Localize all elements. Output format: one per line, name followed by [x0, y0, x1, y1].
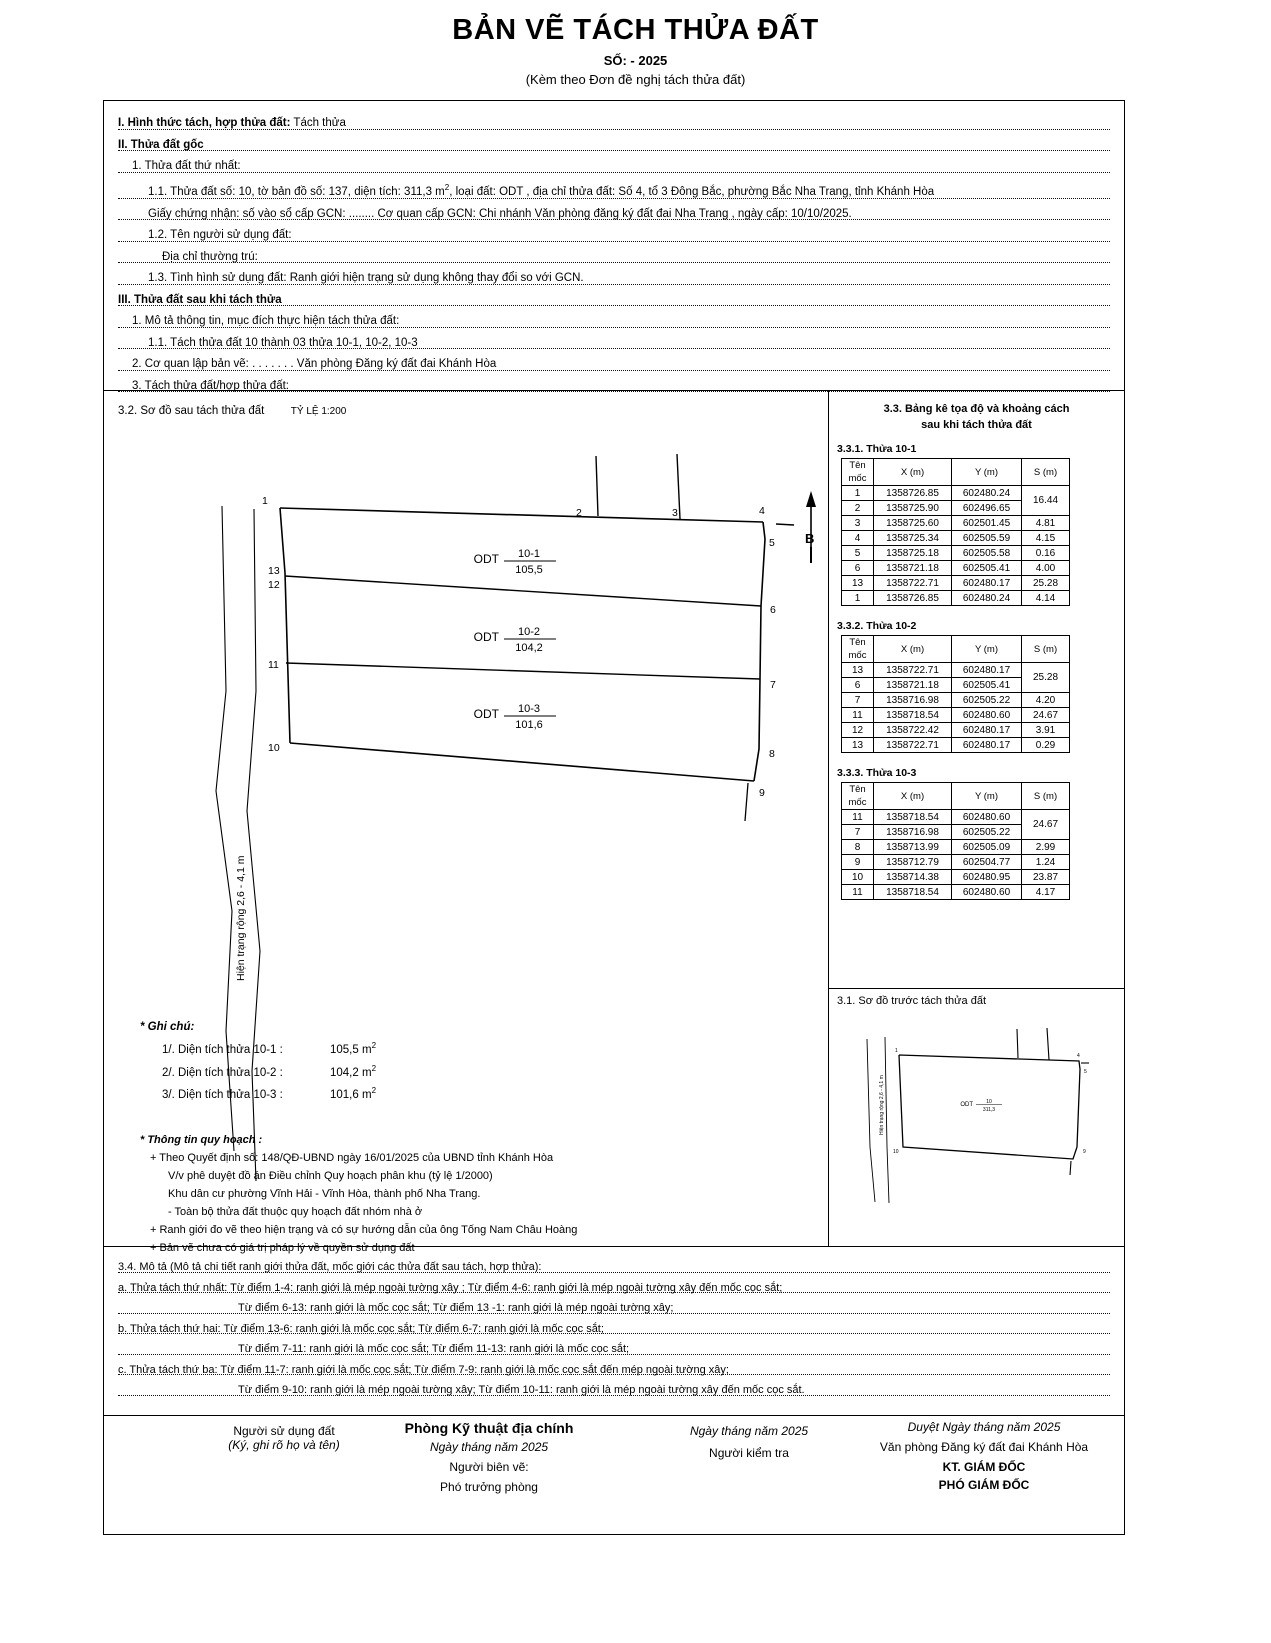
- svg-text:10: 10: [986, 1099, 992, 1105]
- table-header-row: Tên mốc X (m) Y (m) S (m): [842, 636, 1070, 663]
- table-row: 6 1358721.18 602505.41 4.00: [842, 561, 1070, 576]
- note-item: 1/. Diện tích thửa 10-1 : 105,5 $m^2$: [162, 1041, 377, 1056]
- svg-text:10-1: 10-1: [517, 548, 541, 560]
- coordinate-panel: [829, 391, 1124, 1246]
- section-3-item1: 1. Mô tả thông tin, mục đích thực hiện tách thửa đất:: [118, 311, 1110, 333]
- document-frame: [103, 100, 1125, 1535]
- coord-title-line2: sau khi tách thửa đất: [921, 419, 1032, 431]
- section-3-line: [118, 290, 1110, 312]
- planning-line: + Theo Quyết định số: 148/QĐ-UBND ngày 16/01/2025 của UBND tỉnh Khánh Hòa: [150, 1152, 554, 1164]
- section-3-item3: 3. Tách thửa đất/hợp thửa đất:: [118, 376, 1110, 398]
- section-34-line: Từ điểm 7-11: ranh giới là mốc cọc sắt; Từ điểm 11-13: ranh giới là mốc cọc sắt;: [118, 1339, 1110, 1360]
- section-1-line: [118, 113, 1110, 135]
- section-34-line: b. Thửa tách thứ hai: Từ điểm 13-6: ranh giới là mốc cọc sắt; Từ điểm 6-7: ranh giới là mốc cọc sắt;: [118, 1319, 1110, 1340]
- table-row: 13 1358722.71 602480.17 25.28: [842, 576, 1070, 591]
- table-row: 13 1358722.71 602480.17 0.29: [842, 738, 1070, 753]
- table-row: 8 1358713.99 602505.09 2.99: [842, 840, 1070, 855]
- section-2-item1: 1. Thửa đất thứ nhất:: [118, 156, 1110, 178]
- note-item: 3/. Diện tích thửa 10-3 : 101,6 $m^2$: [162, 1086, 377, 1102]
- drawing-title: 3.2. Sơ đồ sau tách thửa đất: [118, 405, 265, 417]
- coord-caption-10-2: 3.3.2. Thửa 10-2: [837, 620, 917, 632]
- svg-text:311,3: 311,3: [982, 1107, 996, 1113]
- svg-text:101,6: 101,6: [515, 719, 543, 731]
- table-row: 9 1358712.79 602504.77 1.24: [842, 855, 1070, 870]
- svg-text:10-3: 10-3: [517, 703, 541, 715]
- signature-col-inspector: Ngày tháng năm 2025 Người kiểm tra: [689, 1424, 809, 1460]
- svg-text:104,2: 104,2: [515, 642, 543, 654]
- section-2-item13: 1.3. Tình hình sử dụng đất: Ranh giới hiện trạng sử dụng không thay đổi so với GCN.: [118, 268, 1110, 290]
- svg-text:1: 1: [895, 1048, 898, 1054]
- section-parcel-info: [104, 101, 1124, 391]
- svg-text:9: 9: [1083, 1149, 1086, 1155]
- document-attachment-note: (Kèm theo Đơn đề nghị tách thửa đất): [525, 72, 746, 87]
- planning-title: * Thông tin quy hoạch :: [140, 1134, 263, 1146]
- note-item: 2/. Diện tích thửa 10-2 : 104,2 $m^2$: [162, 1063, 377, 1079]
- section-1-value: Tách thửa: [293, 117, 346, 129]
- table-row: 1 1358726.85 602480.24 4.14: [842, 591, 1070, 606]
- svg-text:ODT: ODT: [473, 630, 499, 644]
- section-34-description: [104, 1246, 1124, 1416]
- signature-block: [104, 1416, 1124, 1536]
- signature-col-landuser: Người sử dụng đất (Ký, ghi rõ họ và tên): [228, 1424, 340, 1452]
- section-2-label: II. Thửa đất gốc: [118, 138, 204, 151]
- section-2-item11: 1.1. Thửa đất số: 10, tờ bản đồ số: 137, diện tích: 311,3 $m^2$, loại đất: ODT , địa chỉ thửa đất: Số 4, tổ 3 Đông Bắc, phường Bắc Nha Trang, tỉnh Khánh Hòa: [118, 178, 1110, 204]
- section-3-item2: 2. Cơ quan lập bản vẽ: . . . . . . . Văn phòng Đăng ký đất đai Khánh Hòa: [118, 354, 1110, 376]
- planning-line: V/v phê duyệt đồ án Điều chỉnh Quy hoạch phân khu (tỷ lệ 1/2000): [168, 1170, 493, 1182]
- section-2-item12b: Địa chỉ thường trú:: [118, 247, 1110, 269]
- table-row: 12 1358722.42 602480.17 3.91: [842, 723, 1070, 738]
- point-label-6: 6: [770, 604, 776, 616]
- svg-text:10-2: 10-2: [517, 626, 541, 638]
- planning-line: + Ranh giới đo vẽ theo hiện trạng và có sự hướng dẫn của ông Tống Nam Châu Hoàng: [150, 1224, 578, 1236]
- table-row: 4 1358725.34 602505.59 4.15: [842, 531, 1070, 546]
- planning-line: + Bản vẽ chưa có giá trị pháp lý về quyền sử dụng đất: [150, 1242, 415, 1254]
- parcel-label-10-2: [474, 626, 556, 654]
- signature-col-approval: Duyệt Ngày tháng năm 2025 Văn phòng Đăng ký đất đai Khánh Hòa KT. GIÁM ĐỐC PHÓ GIÁM ĐỐC: [879, 1420, 1089, 1492]
- section-34-line: c. Thửa tách thứ ba: Từ điểm 11-7: ranh giới là mốc cọc sắt; Từ điểm 7-9: ranh giới là mốc cọc sắt đến mép ngoài tường xây;: [118, 1360, 1110, 1381]
- north-label: B: [805, 531, 815, 546]
- section-34-label-line: 3.4. Mô tả (Mô tả chi tiết ranh giới thửa đất, mốc giới các thửa đất sau tách, hợp thửa):: [118, 1257, 1110, 1278]
- section-34-line: Từ điểm 6-13: ranh giới là mốc cọc sắt; Từ điểm 13 -1: ranh giới là mép ngoài tường xây;: [118, 1298, 1110, 1319]
- table-row: 11 1358718.54 602480.60 4.17: [842, 885, 1070, 900]
- coord-table-10-3: [841, 782, 1070, 900]
- coord-table-10-1: [841, 458, 1070, 606]
- coord-caption-10-3: 3.3.3. Thửa 10-3: [837, 767, 917, 779]
- section-drawings: [104, 391, 1124, 1254]
- before-split-panel: [829, 988, 1124, 1246]
- page-title: BẢN VẼ TÁCH THỬA ĐẤT: [452, 14, 819, 46]
- point-label-12: 12: [268, 579, 280, 591]
- table-row: 13 1358722.71 602480.17 25.28: [842, 663, 1070, 678]
- table-row: 1 1358726.85 602480.24 16.44: [842, 486, 1070, 501]
- before-parcel-label: [960, 1099, 1002, 1113]
- point-label-13: 13: [268, 565, 280, 577]
- drawing-panel: [104, 391, 829, 1254]
- notes-block: [140, 1021, 376, 1101]
- section-3-label: III. Thửa đất sau khi tách thửa: [118, 293, 282, 306]
- before-split-title: 3.1. Sơ đồ trước tách thửa đất: [837, 995, 987, 1007]
- point-label-11: 11: [268, 659, 279, 671]
- section-1-label: I. Hình thức tách, hợp thửa đất:: [118, 117, 291, 129]
- table-row: 2 1358725.90 602496.65: [842, 501, 1070, 516]
- table-header-row: Tên mốc X (m) Y (m) S (m): [842, 459, 1070, 486]
- coord-table-10-2: [841, 635, 1070, 753]
- drawing-scale: TỶ LỆ 1:200: [290, 406, 347, 417]
- svg-text:4: 4: [1077, 1053, 1080, 1059]
- svg-text:105,5: 105,5: [515, 564, 543, 576]
- table-header-row: Tên mốc X (m) Y (m) S (m): [842, 783, 1070, 810]
- svg-text:5: 5: [1084, 1069, 1087, 1075]
- table-row: 11 1358718.54 602480.60 24.67: [842, 810, 1070, 825]
- point-label-5: 5: [769, 537, 775, 549]
- road-label: Hiện trạng rộng 2,6 - 4,1 m: [235, 855, 247, 981]
- point-label-7: 7: [770, 679, 776, 691]
- point-label-8: 8: [769, 748, 775, 760]
- svg-text:10: 10: [893, 1149, 899, 1155]
- signature-col-technical: Phòng Kỹ thuật địa chính Ngày tháng năm 2025 Người biên vẽ: Phó trưởng phòng: [404, 1420, 574, 1494]
- table-row: 3 1358725.60 602501.45 4.81: [842, 516, 1070, 531]
- notes-title: * Ghi chú:: [140, 1021, 195, 1033]
- point-label-2: 2: [576, 507, 582, 519]
- coord-caption-10-1: 3.3.1. Thửa 10-1: [837, 443, 917, 455]
- section-2-line: [118, 135, 1110, 157]
- table-row: 5 1358725.18 602505.58 0.16: [842, 546, 1070, 561]
- before-split-drawing: [837, 1007, 1115, 1222]
- parcel-label-10-1: [474, 548, 556, 576]
- table-row: 11 1358718.54 602480.60 24.67: [842, 708, 1070, 723]
- section-2-item11b: Giấy chứng nhận: số vào sổ cấp GCN: ........ Cơ quan cấp GCN: Chi nhánh Văn phòng đăng ký đất đai Nha Trang , ngày cấp: 10/10/2025.: [118, 204, 1110, 226]
- section-34-line: a. Thửa tách thứ nhất: Từ điểm 1-4: ranh giới là mép ngoài tường xây ; Từ điểm 4-6: ranh giới là mép ngoài tường xây đến mốc cọc sắt;: [118, 1278, 1110, 1299]
- table-row: 7 1358716.98 602505.22: [842, 825, 1070, 840]
- planning-block: [140, 1131, 577, 1257]
- point-label-4: 4: [759, 505, 765, 517]
- document-number: SỐ: - 2025: [603, 53, 668, 68]
- svg-text:ODT: ODT: [960, 1102, 973, 1108]
- planning-line: Khu dân cư phường Vĩnh Hải - Vĩnh Hòa, thành phố Nha Trang.: [168, 1188, 481, 1200]
- point-label-1: 1: [262, 495, 268, 507]
- table-row: 6 1358721.18 602505.41: [842, 678, 1070, 693]
- planning-line: - Toàn bộ thửa đất thuộc quy hoạch đất nhóm nhà ở: [168, 1206, 423, 1218]
- table-row: 7 1358716.98 602505.22 4.20: [842, 693, 1070, 708]
- section-34-line: Từ điểm 9-10: ranh giới là mép ngoài tường xây; Từ điểm 10-11: ranh giới là mép ngoài tường xây đến mốc cọc sắt.: [118, 1380, 1110, 1401]
- before-road-label: Hiện trạng rộng 2,6 - 4,1 m: [879, 1075, 885, 1135]
- point-label-10: 10: [268, 742, 280, 754]
- table-row: 10 1358714.38 602480.95 23.87: [842, 870, 1070, 885]
- section-2-item12: 1.2. Tên người sử dụng đất:: [118, 225, 1110, 247]
- svg-text:ODT: ODT: [473, 707, 499, 721]
- point-label-3: 3: [672, 507, 678, 519]
- point-label-9: 9: [759, 787, 765, 799]
- section-3-item11: 1.1. Tách thửa đất 10 thành 03 thửa 10-1, 10-2, 10-3: [118, 333, 1110, 355]
- svg-text:ODT: ODT: [473, 552, 499, 566]
- parcel-label-10-3: [474, 703, 556, 731]
- coord-title-line1: 3.3. Bảng kê tọa độ và khoảng cách: [883, 403, 1070, 415]
